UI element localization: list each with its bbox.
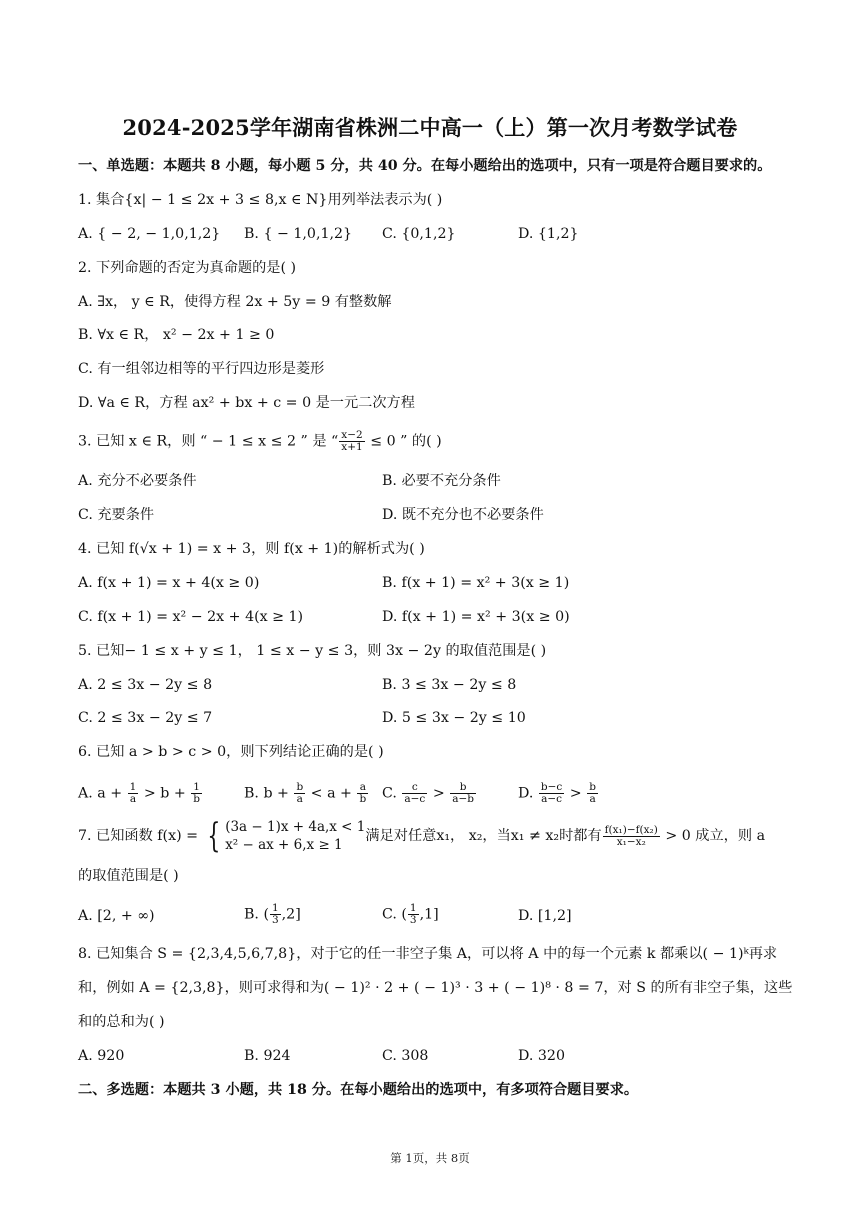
q7-fraction	[603, 825, 660, 848]
q6c-d2: a−b	[452, 793, 475, 805]
q6b-mid: < a +	[306, 785, 357, 802]
page-footer: 第 1页，共 8页	[390, 1151, 470, 1165]
q6d-d1: a−c	[541, 793, 563, 805]
q7-option-d: D. [1,2]	[518, 908, 572, 924]
q7-stem-mid: 满足对任意x₁， x₂，当x₁ ≠ x₂时都有	[365, 828, 602, 844]
q6b-n2: a	[357, 782, 368, 794]
q3-option-a: A. 充分不必要条件	[78, 473, 197, 489]
exam-title: 2024-2025学年湖南省株洲二中高一（上）第一次月考数学试卷	[122, 115, 738, 140]
q6b-label: B. b +	[244, 785, 294, 802]
q8-line1: 8. 已知集合 S = {2,3,4,5,6,7,8}，对于它的任一非空子集 A，可以将 A 中的每一个元素 k 都乘以( − 1)ᵏ再求	[78, 946, 778, 962]
q3-fraction	[339, 430, 364, 453]
q2-option-c: C. 有一组邻边相等的平行四边形是菱形	[78, 361, 325, 377]
q3-option-c: C. 充要条件	[78, 507, 155, 523]
q8-option-c: C. 308	[382, 1048, 429, 1064]
q6d-n1: b−c	[540, 781, 563, 793]
q7-piecewise	[225, 818, 365, 854]
q1-stem: 1. 集合{x| − 1 ≤ 2x + 3 ≤ 8,x ∈ N}用列举法表示为( )	[78, 192, 443, 208]
q8-line2: 和，例如 A = {2,3,8}，则可求得和为( − 1)² · 2 + ( − 1)³ · 3 + ( − 1)⁸ · 8 = 7，对 S 的所有非空子集，这些	[78, 980, 793, 996]
q4-option-c: C. f(x + 1) = x² − 2x + 4(x ≥ 1)	[78, 609, 304, 625]
q6d-frac2	[587, 782, 598, 805]
section1-heading: 一、单选题：本题共 8 小题，每小题 5 分，共 40 分。在每小题给出的选项中，只有一项是符合题目要求的。	[78, 158, 772, 174]
q6-option-a	[78, 782, 203, 805]
q6b-n1: b	[296, 781, 304, 793]
q7b-n: 1	[271, 902, 279, 914]
q6b-d1: a	[296, 793, 303, 805]
q6c-frac1	[402, 782, 427, 805]
q7-case2: x² − ax + 6,x ≥ 1	[225, 837, 343, 853]
q3-option-d: D. 既不充分也不必要条件	[382, 507, 544, 523]
q7-option-a: A. [2, + ∞)	[78, 908, 155, 924]
q7-frac-den: x₁−x₂	[616, 835, 646, 848]
q7c-open: C. (	[382, 906, 407, 923]
q3-stem-end: ≤ 0 ” 的( )	[365, 433, 442, 450]
q6-option-d	[518, 782, 599, 805]
q2-option-d: D. ∀a ∈ R，方程 ax² + bx + c = 0 是一元二次方程	[78, 395, 415, 411]
q7c-frac	[408, 903, 419, 926]
q5-option-b: B. 3 ≤ 3x − 2y ≤ 8	[382, 677, 517, 693]
q6d-n2: b	[589, 781, 596, 793]
q7-option-c	[382, 903, 439, 926]
q4-stem: 4. 已知 f(√x + 1) = x + 3，则 f(x + 1)的解析式为( )	[78, 541, 425, 557]
q7-stem	[78, 818, 800, 854]
q6a-d1: a	[129, 793, 137, 805]
q7-stem-line2: 的取值范围是( )	[78, 868, 179, 884]
q7b-close: ,2]	[281, 906, 301, 923]
q1-option-c: C. {0,1,2}	[382, 226, 456, 242]
q6c-n1: c	[402, 782, 427, 794]
q6c-label: C.	[382, 785, 402, 802]
q7c-d: 3	[409, 914, 417, 926]
q7c-close: ,1]	[419, 906, 439, 923]
q7-stem-end: > 0 成立，则 a	[660, 828, 766, 844]
q1-option-a: A. { − 2, − 1,0,1,2}	[78, 226, 221, 242]
q6c-n2: b	[450, 782, 476, 794]
q2-option-b: B. ∀x ∈ R， x² − 2x + 1 ≥ 0	[78, 327, 275, 343]
q6a-label: A. a +	[78, 785, 127, 802]
q6d-label: D.	[518, 785, 538, 802]
q6-option-c	[382, 782, 477, 805]
q8-option-a: A. 920	[78, 1048, 125, 1064]
q7b-open: B. (	[244, 906, 269, 923]
q6d-d2: a	[589, 793, 596, 805]
q5-stem: 5. 已知− 1 ≤ x + y ≤ 1， 1 ≤ x − y ≤ 3，则 3x − 2y 的取值范围是( )	[78, 643, 547, 659]
q7-option-b	[244, 903, 301, 926]
q5-option-a: A. 2 ≤ 3x − 2y ≤ 8	[78, 677, 213, 693]
q6a-d2: b	[193, 793, 200, 805]
q3-stem	[78, 430, 800, 453]
q5-option-c: C. 2 ≤ 3x − 2y ≤ 7	[78, 710, 213, 726]
q6a-frac2	[191, 782, 202, 805]
q4-option-b: B. f(x + 1) = x² + 3(x ≥ 1)	[382, 575, 570, 591]
q8-line3: 和的总和为( )	[78, 1014, 165, 1030]
q2-option-a: A. ∃x， y ∈ R，使得方程 2x + 5y = 9 有整数解	[78, 294, 392, 310]
section2-heading: 二、多选题：本题共 3 小题，共 18 分。在每小题给出的选项中，有多项符合题目要求。	[78, 1082, 639, 1098]
q3-frac-den: x+1	[341, 441, 363, 453]
q3-stem-start: 3. 已知 x ∈ R，则 “ − 1 ≤ x ≤ 2 ” 是 “	[78, 433, 339, 450]
q7-frac-num: f(x₁)−f(x₂)	[604, 823, 658, 836]
q4-option-a: A. f(x + 1) = x + 4(x ≥ 0)	[78, 575, 260, 591]
q6d-frac1	[539, 782, 564, 805]
q6c-d1: a−c	[404, 793, 426, 805]
q7c-n: 1	[409, 902, 417, 914]
q3-frac-num: x−2	[341, 429, 363, 441]
q6-option-b	[244, 782, 369, 805]
q1-option-d: D. {1,2}	[518, 226, 579, 242]
q7-case1: (3a − 1)x + 4a,x < 1	[225, 819, 366, 835]
q8-option-d: D. 320	[518, 1048, 565, 1064]
q2-stem: 2. 下列命题的否定为真命题的是( )	[78, 260, 297, 276]
q6a-frac1	[128, 782, 139, 805]
q6d-mid: >	[565, 785, 587, 802]
q6b-frac2	[357, 782, 368, 805]
q6a-n1: 1	[129, 781, 137, 793]
q7b-d: 3	[271, 914, 279, 926]
q1-option-b: B. { − 1,0,1,2}	[244, 226, 353, 242]
q7-brace: {	[206, 816, 220, 856]
q4-option-d: D. f(x + 1) = x² + 3(x ≥ 0)	[382, 609, 570, 625]
q6c-mid: >	[428, 785, 450, 802]
q7-stem-start: 7. 已知函数 f(x) =	[78, 828, 203, 844]
q6b-frac1	[294, 782, 305, 805]
q8-option-b: B. 924	[244, 1048, 291, 1064]
q6a-mid: > b +	[139, 785, 191, 802]
q3-option-b: B. 必要不充分条件	[382, 473, 501, 489]
q7b-frac	[270, 903, 281, 926]
q6-stem: 6. 已知 a > b > c > 0，则下列结论正确的是( )	[78, 744, 384, 760]
q6c-frac2	[450, 782, 476, 805]
q5-option-d: D. 5 ≤ 3x − 2y ≤ 10	[382, 710, 526, 726]
q6b-d2: b	[359, 793, 367, 805]
q6a-n2: 1	[191, 782, 202, 794]
